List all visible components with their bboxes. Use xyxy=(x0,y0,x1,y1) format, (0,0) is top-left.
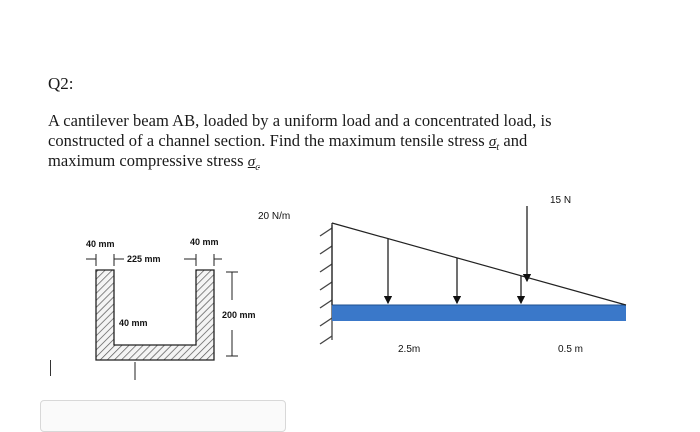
question-text-line-3-start: maximum compressive stress xyxy=(48,151,248,170)
beam-figure xyxy=(0,180,700,380)
compressive-stress-symbol xyxy=(247,154,260,173)
channel-shape xyxy=(96,270,214,360)
span-1-label: 2.5m xyxy=(398,344,421,355)
flange-right-label: 40 mm xyxy=(190,237,219,247)
sigma-t-subscript: t xyxy=(496,142,500,153)
distributed-load-label: 20 N/m xyxy=(258,211,291,222)
point-load-label: 15 N xyxy=(550,195,572,206)
question-text-line-2 xyxy=(48,131,527,153)
beam xyxy=(332,305,626,321)
fixed-support xyxy=(320,225,332,344)
question-text-line-1: A cantilever beam AB, loaded by a uniform load and a concentrated load, is xyxy=(48,111,552,130)
distributed-load-line xyxy=(332,223,626,305)
tensile-stress-symbol xyxy=(488,134,500,153)
channel-section xyxy=(86,237,256,380)
inner-width-label: 225 mm xyxy=(127,254,161,264)
height-label: 200 mm xyxy=(222,310,256,320)
question-text-line-2-end: and xyxy=(499,131,528,150)
sigma-c-letter: σ xyxy=(247,154,256,170)
span-2-label: 0.5 m xyxy=(558,344,584,355)
text-cursor xyxy=(50,360,51,376)
question-number: Q2: xyxy=(48,74,74,93)
question-text-line-3 xyxy=(48,151,260,173)
sigma-t-letter: σ xyxy=(488,134,497,150)
flange-left-label: 40 mm xyxy=(86,239,115,249)
base-thickness-label: 40 mm xyxy=(119,318,148,328)
question-text-line-2-start: constructed of a channel section. Find the maximum tensile stress xyxy=(48,131,489,150)
answer-input-box[interactable] xyxy=(40,400,286,432)
sigma-c-subscript: c xyxy=(255,162,260,173)
